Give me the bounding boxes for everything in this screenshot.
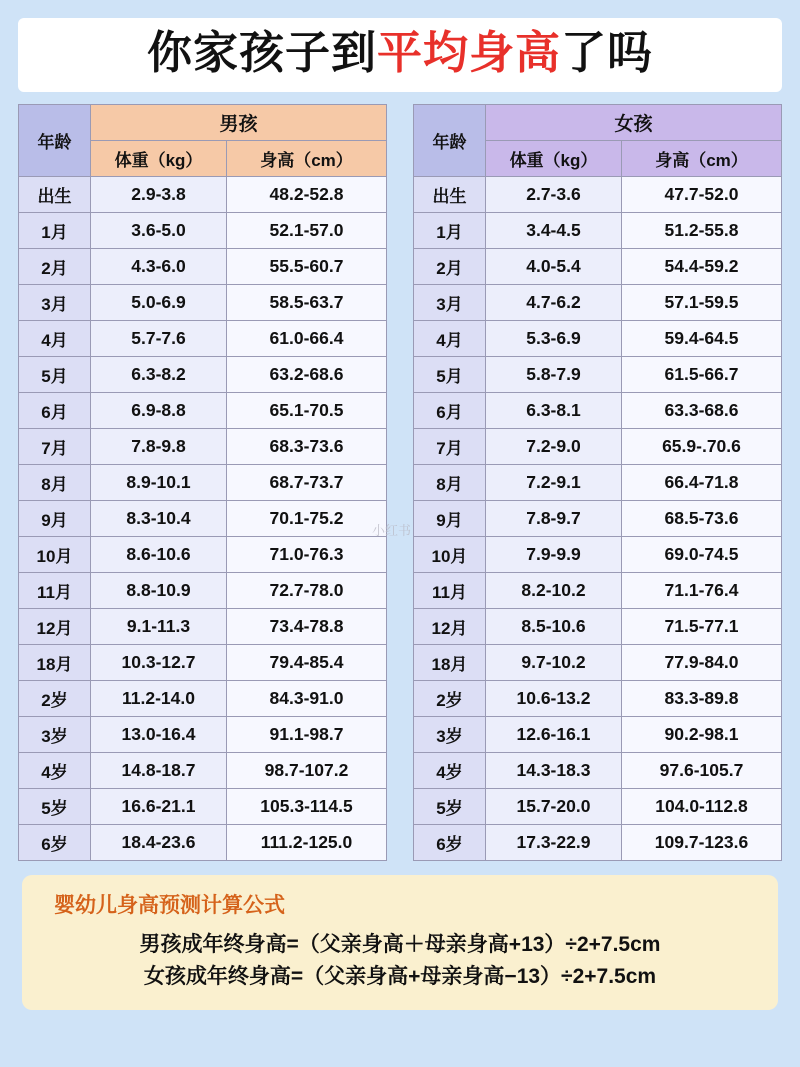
cell-weight: 17.3-22.9 (485, 824, 621, 860)
cell-weight: 5.7-7.6 (91, 320, 227, 356)
cell-age: 6月 (19, 392, 91, 428)
cell-weight: 8.5-10.6 (485, 608, 621, 644)
table-row (19, 536, 387, 572)
table-row (413, 608, 781, 644)
cell-age: 2岁 (413, 680, 485, 716)
table-row (19, 392, 387, 428)
cell-age: 5岁 (19, 788, 91, 824)
cell-age: 7月 (413, 428, 485, 464)
cell-height: 104.0-112.8 (621, 788, 781, 824)
cell-weight: 7.8-9.8 (91, 428, 227, 464)
cell-weight: 14.3-18.3 (485, 752, 621, 788)
cell-weight: 12.6-16.1 (485, 716, 621, 752)
table-row (19, 320, 387, 356)
cell-height: 51.2-55.8 (621, 212, 781, 248)
table-row (413, 284, 781, 320)
cell-age: 2月 (413, 248, 485, 284)
cell-weight: 7.8-9.7 (485, 500, 621, 536)
cell-weight: 9.1-11.3 (91, 608, 227, 644)
formula-girl-line: 女孩成年终身高=（父亲身高+母亲身高−13）÷2+7.5cm (143, 965, 657, 989)
cell-height: 63.2-68.6 (227, 356, 387, 392)
table-row (413, 212, 781, 248)
cell-height: 105.3-114.5 (227, 788, 387, 824)
table-row (413, 680, 781, 716)
table-row (19, 212, 387, 248)
cell-age: 出生 (19, 176, 91, 212)
cell-age: 11月 (19, 572, 91, 608)
cell-height: 65.1-70.5 (227, 392, 387, 428)
cell-height: 72.7-78.0 (227, 572, 387, 608)
cell-height: 48.2-52.8 (227, 176, 387, 212)
cell-weight: 5.0-6.9 (91, 284, 227, 320)
cell-weight: 2.7-3.6 (485, 176, 621, 212)
title-part1: 你家孩子到 (146, 27, 377, 78)
cell-age: 12月 (413, 608, 485, 644)
cell-height: 109.7-123.6 (621, 824, 781, 860)
table-row (413, 428, 781, 464)
cell-age: 11月 (413, 572, 485, 608)
cell-weight: 15.7-20.0 (485, 788, 621, 824)
table-row (19, 176, 387, 212)
cell-height: 65.9-.70.6 (621, 428, 781, 464)
table-row (413, 716, 781, 752)
cell-age: 4月 (413, 320, 485, 356)
cell-weight: 4.7-6.2 (485, 284, 621, 320)
table-row (19, 788, 387, 824)
table-row (19, 680, 387, 716)
table-row (19, 464, 387, 500)
table-row (19, 356, 387, 392)
cell-weight: 3.6-5.0 (91, 212, 227, 248)
cell-height: 84.3-91.0 (227, 680, 387, 716)
table-row (19, 572, 387, 608)
cell-weight: 7.9-9.9 (485, 536, 621, 572)
cell-age: 10月 (19, 536, 91, 572)
cell-age: 3岁 (19, 716, 91, 752)
cell-age: 18月 (19, 644, 91, 680)
table-row (413, 536, 781, 572)
cell-age: 6月 (413, 392, 485, 428)
tables-container (12, 104, 788, 861)
cell-age: 6岁 (19, 824, 91, 860)
table-row (19, 608, 387, 644)
girls-weight-header: 体重（kg） (485, 140, 621, 176)
title-highlight: 平均身高 (376, 27, 561, 78)
cell-height: 83.3-89.8 (621, 680, 781, 716)
cell-weight: 10.3-12.7 (91, 644, 227, 680)
cell-age: 8月 (413, 464, 485, 500)
boys-group-header: 男孩 (91, 104, 387, 140)
cell-height: 71.0-76.3 (227, 536, 387, 572)
table-header-row (413, 104, 781, 140)
cell-height: 77.9-84.0 (621, 644, 781, 680)
cell-age: 4岁 (19, 752, 91, 788)
cell-weight: 7.2-9.1 (485, 464, 621, 500)
cell-age: 3岁 (413, 716, 485, 752)
cell-age: 4岁 (413, 752, 485, 788)
table-row (413, 320, 781, 356)
cell-height: 69.0-74.5 (621, 536, 781, 572)
cell-weight: 10.6-13.2 (485, 680, 621, 716)
cell-age: 9月 (413, 500, 485, 536)
cell-height: 90.2-98.1 (621, 716, 781, 752)
cell-height: 68.7-73.7 (227, 464, 387, 500)
cell-weight: 8.8-10.9 (91, 572, 227, 608)
table-row (19, 248, 387, 284)
cell-weight: 8.9-10.1 (91, 464, 227, 500)
table-row (413, 752, 781, 788)
cell-age: 9月 (19, 500, 91, 536)
cell-height: 79.4-85.4 (227, 644, 387, 680)
cell-height: 68.3-73.6 (227, 428, 387, 464)
cell-height: 73.4-78.8 (227, 608, 387, 644)
table-row (413, 356, 781, 392)
cell-height: 61.5-66.7 (621, 356, 781, 392)
cell-age: 5岁 (413, 788, 485, 824)
table-row (413, 464, 781, 500)
cell-age: 7月 (19, 428, 91, 464)
cell-height: 55.5-60.7 (227, 248, 387, 284)
cell-weight: 18.4-23.6 (91, 824, 227, 860)
table-row (413, 248, 781, 284)
cell-weight: 8.3-10.4 (91, 500, 227, 536)
cell-weight: 5.8-7.9 (485, 356, 621, 392)
formula-box (22, 875, 778, 1010)
cell-weight: 4.3-6.0 (91, 248, 227, 284)
girls-growth-table (413, 104, 782, 861)
boys-growth-table (18, 104, 387, 861)
boys-height-header: 身高（cm） (227, 140, 387, 176)
cell-weight: 13.0-16.4 (91, 716, 227, 752)
cell-age: 5月 (413, 356, 485, 392)
cell-weight: 3.4-4.5 (485, 212, 621, 248)
cell-age: 出生 (413, 176, 485, 212)
cell-weight: 8.6-10.6 (91, 536, 227, 572)
table-row (19, 716, 387, 752)
watermark: 小红书 (372, 523, 412, 538)
cell-age: 4月 (19, 320, 91, 356)
cell-age: 6岁 (413, 824, 485, 860)
girls-group-header: 女孩 (485, 104, 781, 140)
formula-boy-line: 男孩成年终身高=（父亲身高＋母亲身高+13）÷2+7.5cm (139, 932, 661, 956)
cell-age: 10月 (413, 536, 485, 572)
cell-weight: 7.2-9.0 (485, 428, 621, 464)
table-row (19, 752, 387, 788)
cell-height: 57.1-59.5 (621, 284, 781, 320)
cell-height: 58.5-63.7 (227, 284, 387, 320)
cell-age: 8月 (19, 464, 91, 500)
cell-weight: 9.7-10.2 (485, 644, 621, 680)
table-row (413, 572, 781, 608)
cell-height: 66.4-71.8 (621, 464, 781, 500)
cell-age: 12月 (19, 608, 91, 644)
cell-weight: 16.6-21.1 (91, 788, 227, 824)
table-row (413, 176, 781, 212)
table-row (413, 824, 781, 860)
cell-age: 1月 (413, 212, 485, 248)
girls-age-header: 年龄 (413, 104, 485, 176)
table-row (19, 644, 387, 680)
boys-weight-header: 体重（kg） (91, 140, 227, 176)
formula-title: 婴幼儿身高预测计算公式 (54, 893, 285, 917)
cell-height: 47.7-52.0 (621, 176, 781, 212)
cell-age: 3月 (19, 284, 91, 320)
title-part2: 了吗 (561, 27, 654, 78)
cell-age: 3月 (413, 284, 485, 320)
cell-height: 52.1-57.0 (227, 212, 387, 248)
cell-height: 54.4-59.2 (621, 248, 781, 284)
table-row (413, 500, 781, 536)
cell-height: 111.2-125.0 (227, 824, 387, 860)
cell-height: 71.1-76.4 (621, 572, 781, 608)
table-row (19, 284, 387, 320)
cell-age: 2岁 (19, 680, 91, 716)
cell-weight: 14.8-18.7 (91, 752, 227, 788)
girls-height-header: 身高（cm） (621, 140, 781, 176)
cell-weight: 6.9-8.8 (91, 392, 227, 428)
table-row (19, 428, 387, 464)
cell-weight: 8.2-10.2 (485, 572, 621, 608)
table-row (19, 824, 387, 860)
cell-weight: 11.2-14.0 (91, 680, 227, 716)
cell-age: 1月 (19, 212, 91, 248)
cell-weight: 6.3-8.1 (485, 392, 621, 428)
cell-height: 71.5-77.1 (621, 608, 781, 644)
boys-age-header: 年龄 (19, 104, 91, 176)
cell-height: 61.0-66.4 (227, 320, 387, 356)
cell-height: 59.4-64.5 (621, 320, 781, 356)
cell-age: 5月 (19, 356, 91, 392)
table-row (413, 392, 781, 428)
cell-height: 70.1-75.2 (227, 500, 387, 536)
cell-weight: 5.3-6.9 (485, 320, 621, 356)
cell-age: 18月 (413, 644, 485, 680)
table-row (413, 644, 781, 680)
cell-weight: 4.0-5.4 (485, 248, 621, 284)
cell-height: 63.3-68.6 (621, 392, 781, 428)
cell-age: 2月 (19, 248, 91, 284)
cell-height: 97.6-105.7 (621, 752, 781, 788)
cell-height: 68.5-73.6 (621, 500, 781, 536)
table-row (413, 788, 781, 824)
cell-weight: 6.3-8.2 (91, 356, 227, 392)
cell-weight: 2.9-3.8 (91, 176, 227, 212)
cell-height: 98.7-107.2 (227, 752, 387, 788)
cell-height: 91.1-98.7 (227, 716, 387, 752)
page-title (18, 18, 782, 92)
table-header-row (19, 104, 387, 140)
table-row (19, 500, 387, 536)
